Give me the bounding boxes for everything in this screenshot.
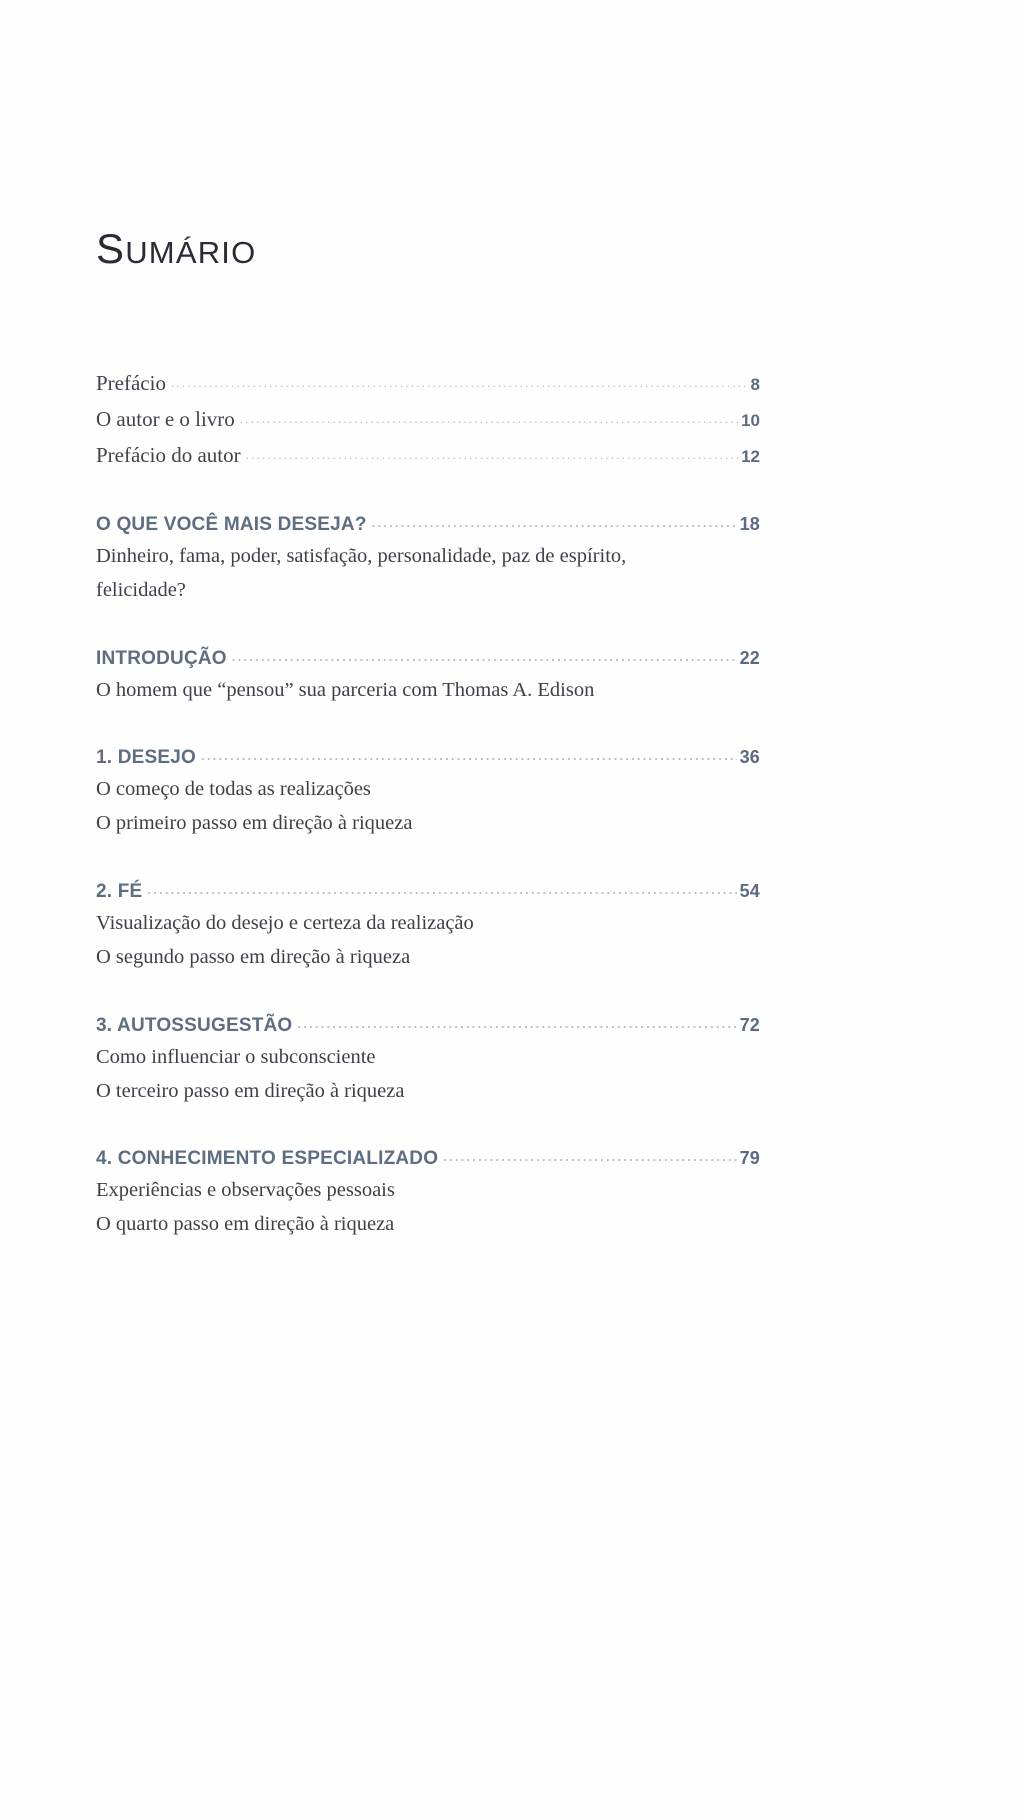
toc-entry-page: 8 [750, 375, 760, 394]
chapter-group [96, 881, 760, 975]
chapter-title: 2. FÉ [96, 881, 143, 903]
chapter-subtitle-line: Dinheiro, fama, poder, satisfação, personalidade, paz de espírito, [96, 545, 627, 568]
dot-leader [372, 514, 737, 527]
toc-entry-page: 12 [741, 447, 760, 467]
toc-entry[interactable] [96, 366, 760, 400]
table-of-contents [96, 225, 760, 1282]
toc-entry-label: O autor e o livro [96, 407, 235, 432]
toc-entry[interactable] [96, 438, 760, 472]
chapter-subtitle-line: Visualização do desejo e certeza da realização [96, 912, 474, 935]
chapter-entry[interactable] [96, 648, 760, 670]
front-matter-list [96, 366, 760, 472]
chapter-entry[interactable] [96, 1015, 760, 1037]
chapter-group [96, 648, 760, 708]
chapter-group [96, 514, 760, 608]
chapter-page: 22 [739, 647, 760, 668]
dot-leader [201, 747, 737, 760]
chapter-title: 4. CONHECIMENTO ESPECIALIZADO [96, 1148, 439, 1170]
page-title-initial: S [96, 225, 126, 272]
chapter-subtitle-line: O terceiro passo em direção à riqueza [96, 1079, 405, 1102]
chapter-entry[interactable] [96, 747, 760, 769]
toc-entry-label: Prefácio do autor [96, 443, 241, 468]
chapter-page: 54 [739, 881, 760, 902]
chapter-subtitle-line: O primeiro passo em direção à riqueza [96, 812, 413, 835]
chapter-subtitle-line: Experiências e observações pessoais [96, 1179, 395, 1202]
chapter-page: 72 [739, 1014, 760, 1035]
page-title [96, 225, 760, 272]
chapter-subtitle-line: Como influenciar o subconsciente [96, 1045, 376, 1068]
toc-entry[interactable] [96, 402, 760, 436]
dot-leader [297, 1015, 736, 1028]
chapter-title: INTRODUÇÃO [96, 647, 227, 669]
chapter-title: O QUE VOCÊ MAIS DESEJA? [96, 514, 367, 536]
chapter-entry[interactable] [96, 514, 760, 536]
dot-leader [443, 1148, 736, 1161]
page-title-rest: UMÁRIO [125, 235, 257, 270]
chapter-subtitle-line: O segundo passo em direção à riqueza [96, 945, 411, 968]
chapter-subtitle-line: felicidade? [96, 578, 186, 601]
dot-leader [147, 881, 736, 894]
chapter-subtitle-line: O começo de todas as realizações [96, 778, 371, 801]
chapter-title: 1. DESEJO [96, 747, 197, 769]
chapter-subtitle-line: O homem que “pensou” sua parceria com Thomas A. Edison [96, 678, 595, 701]
chapter-page: 79 [739, 1148, 760, 1169]
dot-leader [240, 410, 738, 423]
chapter-group [96, 747, 760, 841]
chapter-entry[interactable] [96, 881, 760, 903]
dot-leader [246, 446, 738, 459]
chapter-subtitle-line: O quarto passo em direção à riqueza [96, 1213, 395, 1236]
chapter-group [96, 1148, 760, 1242]
chapter-group [96, 1015, 760, 1109]
dot-leader [232, 648, 737, 661]
chapter-page: 18 [739, 514, 760, 535]
dot-leader [171, 374, 748, 387]
toc-entry-label: Prefácio [96, 371, 166, 395]
chapter-entry[interactable] [96, 1148, 760, 1170]
toc-entry-page: 10 [741, 411, 760, 431]
chapter-page: 36 [739, 747, 760, 768]
chapter-title: 3. AUTOSSUGESTÃO [96, 1014, 293, 1036]
